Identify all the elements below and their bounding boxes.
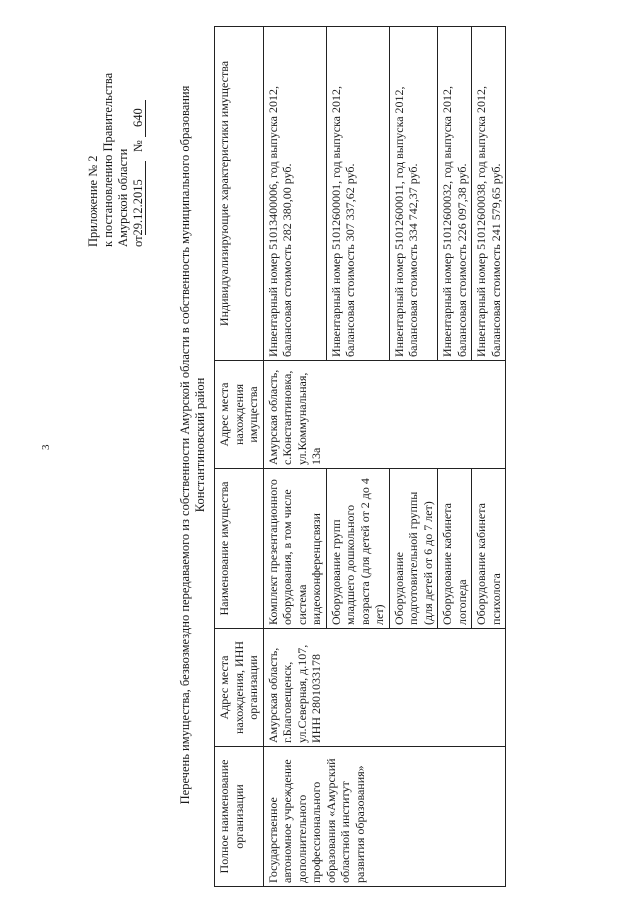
date-prefix: от	[131, 235, 145, 247]
number-value: 640	[131, 100, 146, 137]
property-table	[214, 26, 506, 887]
header-property-address: Адрес места нахождения имущества	[215, 361, 264, 469]
table-row	[263, 27, 326, 887]
cell-property-details: Инвентарный номер 51012600001, год выпуска 2012, балансовая стоимость 307 337,62 руб.	[326, 27, 389, 361]
date-value: 29.12.2015	[131, 161, 146, 235]
header-org-name: Полное наименование организации	[215, 747, 264, 887]
cell-organization: Государственное автономное учреждение дополнительного профессионального образования «Амурский областной институт развития образования»	[263, 747, 506, 887]
cell-property-details: Инвентарный номер 51012600038, год выпуска 2012, балансовая стоимость 241 579,65 руб.	[472, 27, 506, 361]
cell-property-address: Амурская область, с.Константиновка, ул.Коммунальная, 13а	[263, 361, 506, 469]
header-org-address: Адрес места нахождения, ИНН организации	[215, 629, 264, 747]
cell-property-name: Комплект презентационного оборудования, в том числе система видеоконференцсвязи	[263, 469, 326, 629]
cell-property-details: Инвентарный номер 51013400006, год выпуска 2012, балансовая стоимость 282 380,00 руб.	[263, 27, 326, 361]
header-property-details: Индивидуализирующие характеристики имущества	[215, 27, 264, 361]
cell-property-name: Оборудование кабинета логопеда	[438, 469, 472, 629]
document-title	[178, 25, 207, 865]
cell-property-name: Оборудование кабинета психолога	[472, 469, 506, 629]
cell-property-name: Оборудование подготовительной группы (для детей от 6 до 7 лет)	[389, 469, 438, 629]
cell-property-details: Инвентарный номер 51012600032, год выпуска 2012, балансовая стоимость 226 097,38 руб.	[438, 27, 472, 361]
title-line-2: Константиновский район	[192, 377, 207, 513]
header-property-name: Наименование имущества	[215, 469, 264, 629]
appendix-line-1: Приложение № 2	[86, 155, 100, 247]
appendix-line-3: Амурской области	[116, 148, 130, 247]
cell-property-details: Инвентарный номер 51012600011, год выпуска 2012, балансовая стоимость 334 742,37 руб.	[389, 27, 438, 361]
cell-org-address: Амурская область, г.Благовещенск, ул.Северная, д.107, ИНН 2801033178	[263, 629, 506, 747]
number-prefix: №	[131, 140, 145, 153]
title-line-1: Перечень имущества, безвозмездно передаваемого из собственности Амурской области в собственность муниципального образования	[178, 85, 192, 805]
page-number: 3	[40, 444, 52, 450]
table-header-row	[215, 27, 264, 887]
appendix-header	[86, 73, 146, 247]
appendix-date-line	[131, 73, 146, 247]
appendix-line-2: к постановлению Правительства	[101, 72, 115, 247]
cell-property-name: Оборудование групп младшего дошкольного возраста (для детей от 2 до 4 лет)	[326, 469, 389, 629]
